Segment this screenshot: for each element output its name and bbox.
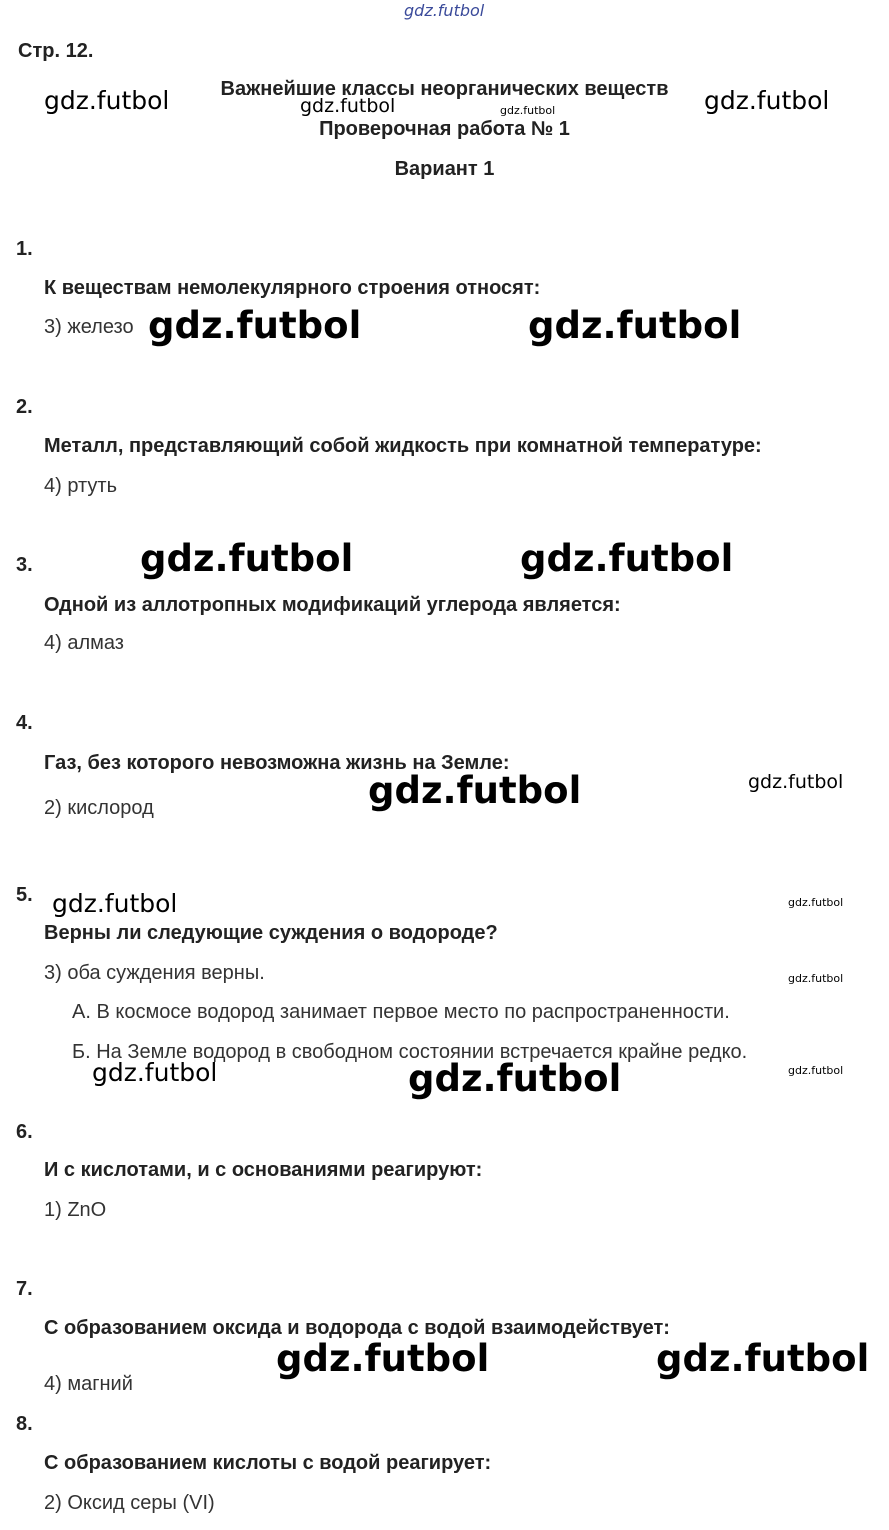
watermark: gdz.futbol (788, 972, 844, 985)
answer: 1) ZnO (44, 1199, 107, 1221)
statement-a: А. В космосе водород занимает первое место по распространенности. (72, 1001, 730, 1023)
watermark: gdz.futbol (404, 1, 485, 20)
watermark: gdz.futbol (52, 889, 178, 918)
answer: 4) ртуть (44, 475, 117, 497)
question-number: 5. (16, 884, 33, 906)
question-text: И с кислотами, и с основаниями реагируют: (44, 1159, 483, 1181)
watermark: gdz.futbol (788, 896, 844, 909)
watermark: gdz.futbol (520, 537, 734, 580)
question-number: 7. (16, 1278, 33, 1300)
answer: 4) алмаз (44, 632, 124, 654)
page-number: Стр. 12. (18, 40, 94, 62)
watermark: gdz.futbol (276, 1337, 490, 1380)
answer: 3) оба суждения верны. (44, 962, 265, 984)
question-number: 1. (16, 238, 33, 260)
question-number: 2. (16, 396, 33, 418)
watermark: gdz.futbol (748, 771, 844, 793)
watermark: gdz.futbol (528, 304, 742, 347)
question-text: К веществам немолекулярного строения относят: (44, 277, 541, 299)
watermark: gdz.futbol (500, 104, 556, 117)
question-text: Газ, без которого невозможна жизнь на Земле: (44, 752, 510, 774)
question-number: 6. (16, 1121, 33, 1143)
answer: 2) Оксид серы (VI) (44, 1492, 215, 1514)
question-text: Металл, представляющий собой жидкость при комнатной температуре: (44, 435, 762, 457)
question-number: 3. (16, 554, 33, 576)
watermark: gdz.futbol (148, 304, 362, 347)
watermark: gdz.futbol (408, 1057, 622, 1100)
question-text: Верны ли следующие суждения о водороде? (44, 922, 498, 944)
watermark: gdz.futbol (788, 1064, 844, 1077)
watermark: gdz.futbol (656, 1337, 870, 1380)
answer: 3) железо (44, 316, 134, 338)
question-number: 4. (16, 712, 33, 734)
watermark: gdz.futbol (368, 769, 582, 812)
watermark: gdz.futbol (44, 86, 170, 115)
variant-title: Вариант 1 (394, 158, 495, 180)
question-number: 8. (16, 1413, 33, 1435)
question-text: Одной из аллотропных модификаций углерода является: (44, 594, 621, 616)
watermark: gdz.futbol (140, 537, 354, 580)
work-title: Проверочная работа № 1 (319, 118, 570, 140)
question-text: С образованием кислоты с водой реагирует: (44, 1452, 492, 1474)
watermark: gdz.futbol (300, 95, 396, 117)
question-text: С образованием оксида и водорода с водой взаимодействует: (44, 1317, 670, 1339)
topic-title: Важнейшие классы неорганических веществ (220, 78, 669, 100)
answer: 2) кислород (44, 797, 154, 819)
watermark: gdz.futbol (704, 86, 830, 115)
watermark: gdz.futbol (92, 1058, 218, 1087)
answer: 4) магний (44, 1373, 133, 1395)
statement-b: Б. На Земле водород в свободном состоянии встречается крайне редко. (72, 1041, 748, 1063)
